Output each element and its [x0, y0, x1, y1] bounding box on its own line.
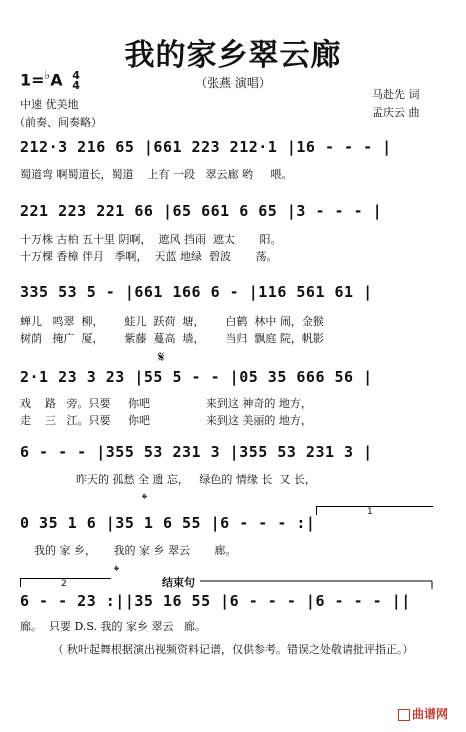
time-top: 4 [72, 68, 80, 82]
notation-row-5: 6 - - - |355 53 231 3 |355 53 231 3 | [20, 443, 373, 461]
ending-label: 结束句 [162, 576, 195, 589]
volta-2-label: 2 [61, 579, 67, 589]
key-flat: ♭ [44, 68, 51, 82]
lyric-row-2-verse-1: 十万株 古柏 五十里 阴啊， 遮风 挡雨 遮太 阳。 [20, 233, 282, 246]
singer-credit: （张燕 演唱） [195, 76, 271, 90]
lyric-row-4-verse-2: 走 三 江。只要 你吧 来到这 美丽的 地方， [20, 414, 312, 427]
volta-1-label: 1 [367, 507, 373, 517]
segno-mark: 𝄋 [158, 348, 165, 366]
lyric-row-7: 廊。 只要 D.S. 我的 家乡 翠云 廊。 [20, 620, 207, 633]
notation-row-1: 212·3 216 65 |661 223 212·1 |16 - - - | [20, 138, 392, 156]
coda-mark-2: 𝄌 [114, 562, 120, 580]
lyric-row-1-verse-1: 蜀道弯 啊蜀道长，蜀道 上有 一段 翠云廊 哟 喂。 [20, 168, 293, 181]
intro-note: （前奏、间奏略） [14, 116, 102, 129]
composer: 孟庆云 曲 [372, 106, 420, 119]
notation-row-4: 2·1 23 3 23 |55 5 - - |05 35 666 56 | [20, 368, 373, 386]
brand-name: 曲谱网 [412, 707, 449, 721]
song-title: 我的家乡翠云廊 [124, 38, 342, 73]
lyric-row-3-verse-1: 蝉儿 鸣翠 柳， 蛙儿 跃荷 塘， 白鹤 林中 闹，金猴 [20, 315, 324, 328]
key-note: A [50, 70, 63, 90]
lyricist: 马赴先 词 [372, 88, 420, 101]
lyric-row-6: 我的 家 乡， 我的 家 乡 翠云 廊。 [20, 544, 237, 557]
tempo-marking: 中速 优美地 [20, 98, 79, 111]
lyric-row-3-verse-2: 树荫 掩广 厦， 紫藤 蔓高 墙， 当归 飘庭 院，帆影 [20, 332, 324, 345]
notation-row-3: 335 53 5 - |661 166 6 - |116 561 61 | [20, 283, 373, 301]
lyric-row-4-verse-1: 戏 路 旁。只要 你吧 来到这 神奇的 地方， [20, 397, 312, 410]
time-bottom: 4 [72, 78, 80, 92]
coda-mark-1: 𝄌 [142, 490, 148, 508]
notation-row-2: 221 223 221 66 |65 661 6 65 |3 - - - | [20, 202, 383, 220]
lyric-row-5: 昨天的 孤愁 全 遗 忘， 绿色的 情缘 长 又 长， [20, 473, 316, 486]
transcription-footnote: （ 秋叶起舞根据演出视频资料记谱，仅供参考。错误之处敬请批评指正。） [52, 643, 414, 656]
notation-row-6: 0 35 1 6 |35 1 6 55 |6 - - - :| [20, 514, 316, 532]
notation-row-7: 6 - - 23 :||35 16 55 |6 - - - |6 - - - || [20, 592, 411, 610]
key-prefix: 1= [20, 70, 45, 90]
lyric-row-2-verse-2: 十万棵 香樟 伴月 季啊， 天蓝 地绿 碧波 荡。 [20, 250, 278, 263]
